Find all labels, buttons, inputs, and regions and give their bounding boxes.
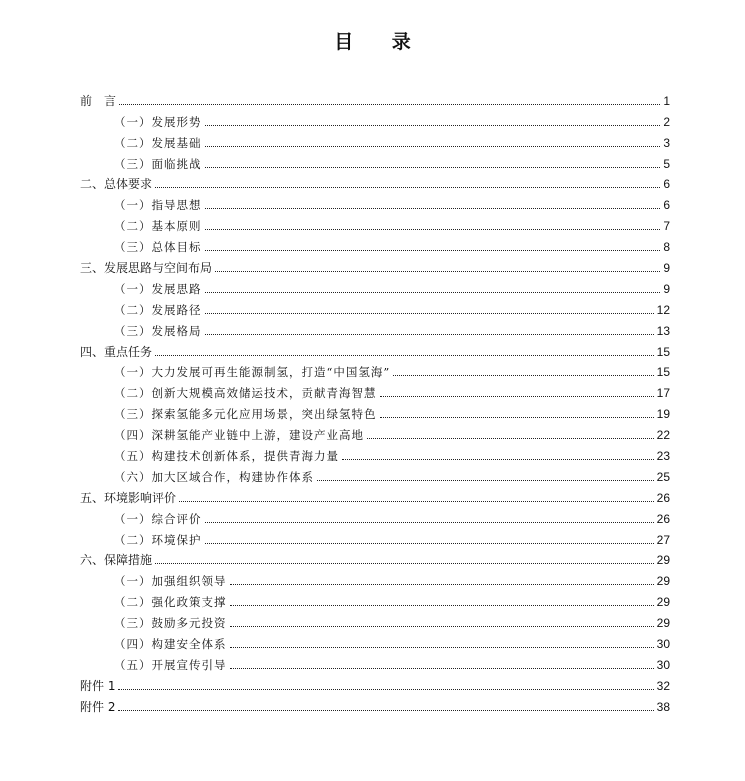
toc-entry-chapter[interactable] bbox=[80, 171, 670, 192]
toc-entry-section[interactable] bbox=[80, 212, 670, 233]
toc-entry-label: （一）综合评价 bbox=[114, 511, 202, 526]
toc-entry-page-number: 7 bbox=[663, 219, 670, 234]
toc-entry-label: （一）发展思路 bbox=[114, 281, 202, 296]
toc-entry-section[interactable] bbox=[80, 609, 670, 630]
toc-entry-page-number: 9 bbox=[663, 261, 670, 276]
toc-entry-page-number: 3 bbox=[663, 135, 670, 150]
toc-dot-leader bbox=[205, 521, 654, 523]
toc-entry-label: 三、发展思路与空间布局 bbox=[80, 261, 213, 276]
toc-entry-page-number: 8 bbox=[663, 240, 670, 255]
toc-dot-leader bbox=[118, 709, 653, 711]
toc-entry-page-number: 6 bbox=[663, 198, 670, 213]
toc-dot-leader bbox=[205, 333, 654, 335]
toc-entry-section[interactable] bbox=[80, 296, 670, 317]
toc-entry-chapter[interactable] bbox=[80, 547, 670, 568]
toc-entry-section[interactable] bbox=[80, 651, 670, 672]
toc-entry-section[interactable] bbox=[80, 588, 670, 609]
toc-entry-page-number: 23 bbox=[656, 449, 670, 464]
toc-entry-page-number: 1 bbox=[663, 93, 670, 108]
toc-dot-leader bbox=[205, 312, 654, 314]
toc-entry-section[interactable] bbox=[80, 317, 670, 338]
toc-entry-page-number: 22 bbox=[656, 428, 670, 443]
toc-dot-leader bbox=[230, 646, 654, 648]
toc-entry-label: 二、总体要求 bbox=[80, 177, 153, 192]
toc-entry-label: （二）发展路径 bbox=[114, 302, 202, 317]
toc-dot-leader bbox=[205, 291, 661, 293]
toc-dot-leader bbox=[230, 625, 654, 627]
toc-entry-label: （五）构建技术创新体系，提供青海力量 bbox=[114, 449, 339, 464]
toc-entry-label: 前 言 bbox=[80, 93, 117, 108]
toc-entry-chapter[interactable] bbox=[80, 254, 670, 275]
toc-dot-leader bbox=[205, 228, 661, 230]
toc-entry-label: （五）开展宣传引导 bbox=[114, 657, 227, 672]
toc-entry-page-number: 17 bbox=[656, 386, 670, 401]
toc-entry-page-number: 30 bbox=[656, 657, 670, 672]
toc-entry-page-number: 6 bbox=[663, 177, 670, 192]
toc-entry-page-number: 26 bbox=[656, 490, 670, 505]
toc-entry-section[interactable] bbox=[80, 442, 670, 463]
toc-entry-label: （三）鼓励多元投资 bbox=[114, 616, 227, 631]
toc-entry-page-number: 26 bbox=[656, 511, 670, 526]
toc-dot-leader bbox=[215, 270, 660, 272]
toc-entry-section[interactable] bbox=[80, 567, 670, 588]
toc-entry-label: 附件 1 bbox=[80, 678, 116, 693]
toc-entry-page-number: 29 bbox=[656, 616, 670, 631]
toc-entry-section[interactable] bbox=[80, 191, 670, 212]
toc-entry-label: 六、保障措施 bbox=[80, 553, 153, 568]
toc-dot-leader bbox=[380, 416, 654, 418]
toc-entry-label: （一）大力发展可再生能源制氢，打造“中国氢海” bbox=[114, 365, 391, 380]
toc-entry-section[interactable] bbox=[80, 630, 670, 651]
toc-entry-section[interactable] bbox=[80, 233, 670, 254]
toc-entry-page-number: 5 bbox=[663, 156, 670, 171]
toc-dot-leader bbox=[155, 354, 654, 356]
toc-dot-leader bbox=[230, 604, 654, 606]
toc-dot-leader bbox=[119, 103, 660, 105]
toc-entry-label: （三）面临挑战 bbox=[114, 156, 202, 171]
toc-entry-section[interactable] bbox=[80, 129, 670, 150]
toc-dot-leader bbox=[367, 437, 654, 439]
toc-dot-leader bbox=[205, 166, 661, 168]
toc-entry-page-number: 38 bbox=[656, 699, 670, 714]
toc-entry-label: （一）发展形势 bbox=[114, 114, 202, 129]
toc-dot-leader bbox=[317, 479, 654, 481]
toc-entry-section[interactable] bbox=[80, 400, 670, 421]
toc-entry-page-number: 29 bbox=[656, 553, 670, 568]
toc-entry-chapter[interactable] bbox=[80, 484, 670, 505]
toc-dot-leader bbox=[342, 458, 654, 460]
toc-entry-label: （三）发展格局 bbox=[114, 323, 202, 338]
toc-entry-label: （四）构建安全体系 bbox=[114, 637, 227, 652]
toc-entry-page-number: 15 bbox=[656, 344, 670, 359]
toc-entry-label: （二）基本原则 bbox=[114, 219, 202, 234]
toc-dot-leader bbox=[179, 500, 654, 502]
toc-entry-section[interactable] bbox=[80, 379, 670, 400]
toc-entry-page-number: 25 bbox=[656, 469, 670, 484]
toc-dot-leader bbox=[393, 374, 653, 376]
toc-entry-section[interactable] bbox=[80, 526, 670, 547]
toc-entry-section[interactable] bbox=[80, 505, 670, 526]
toc-dot-leader bbox=[205, 207, 661, 209]
toc-entry-chapter[interactable] bbox=[80, 338, 670, 359]
toc-entry-page-number: 13 bbox=[656, 323, 670, 338]
toc-entry-label: （一）指导思想 bbox=[114, 198, 202, 213]
toc-entry-label: （二）强化政策支撑 bbox=[114, 595, 227, 610]
toc-entry-label: （二）发展基础 bbox=[114, 135, 202, 150]
toc-entry-section[interactable] bbox=[80, 359, 670, 380]
toc-entry-label: 五、环境影响评价 bbox=[80, 490, 177, 505]
toc-entry-page-number: 2 bbox=[663, 114, 670, 129]
toc-entry-chapter[interactable] bbox=[80, 672, 670, 693]
toc-dot-leader bbox=[205, 249, 661, 251]
toc-entry-page-number: 29 bbox=[656, 595, 670, 610]
toc-entry-label: （六）加大区域合作，构建协作体系 bbox=[114, 469, 314, 484]
toc-entry-page-number: 9 bbox=[663, 281, 670, 296]
toc-dot-leader bbox=[205, 124, 661, 126]
toc-entry-page-number: 32 bbox=[656, 678, 670, 693]
toc-dot-leader bbox=[205, 145, 661, 147]
toc-entry-section[interactable] bbox=[80, 150, 670, 171]
toc-entry-chapter[interactable] bbox=[80, 87, 670, 108]
toc-entry-section[interactable] bbox=[80, 421, 670, 442]
toc-entry-section[interactable] bbox=[80, 108, 670, 129]
toc-entry-page-number: 12 bbox=[656, 302, 670, 317]
toc-dot-leader bbox=[230, 583, 654, 585]
toc-list bbox=[80, 87, 670, 714]
toc-entry-section[interactable] bbox=[80, 463, 670, 484]
toc-dot-leader bbox=[118, 688, 653, 690]
toc-entry-section[interactable] bbox=[80, 275, 670, 296]
toc-dot-leader bbox=[155, 562, 654, 564]
toc-entry-chapter[interactable] bbox=[80, 693, 670, 714]
toc-entry-label: （三）探索氢能多元化应用场景，突出绿氢特色 bbox=[114, 407, 377, 422]
toc-title: 目 录 bbox=[334, 31, 427, 53]
toc-entry-label: （一）加强组织领导 bbox=[114, 574, 227, 589]
toc-entry-page-number: 15 bbox=[656, 365, 670, 380]
toc-entry-label: 附件 2 bbox=[80, 699, 116, 714]
toc-entry-label: （二）环境保护 bbox=[114, 532, 202, 547]
toc-entry-page-number: 29 bbox=[656, 574, 670, 589]
toc-entry-page-number: 30 bbox=[656, 637, 670, 652]
toc-entry-label: （二）创新大规模高效储运技术，贡献青海智慧 bbox=[114, 386, 377, 401]
toc-entry-label: 四、重点任务 bbox=[80, 344, 153, 359]
toc-entry-label: （三）总体目标 bbox=[114, 240, 202, 255]
toc-dot-leader bbox=[155, 186, 660, 188]
toc-dot-leader bbox=[205, 542, 654, 544]
toc-entry-label: （四）深耕氢能产业链中上游，建设产业高地 bbox=[114, 428, 364, 443]
toc-entry-page-number: 27 bbox=[656, 532, 670, 547]
toc-dot-leader bbox=[230, 667, 654, 669]
toc-entry-page-number: 19 bbox=[656, 407, 670, 422]
toc-dot-leader bbox=[380, 395, 654, 397]
